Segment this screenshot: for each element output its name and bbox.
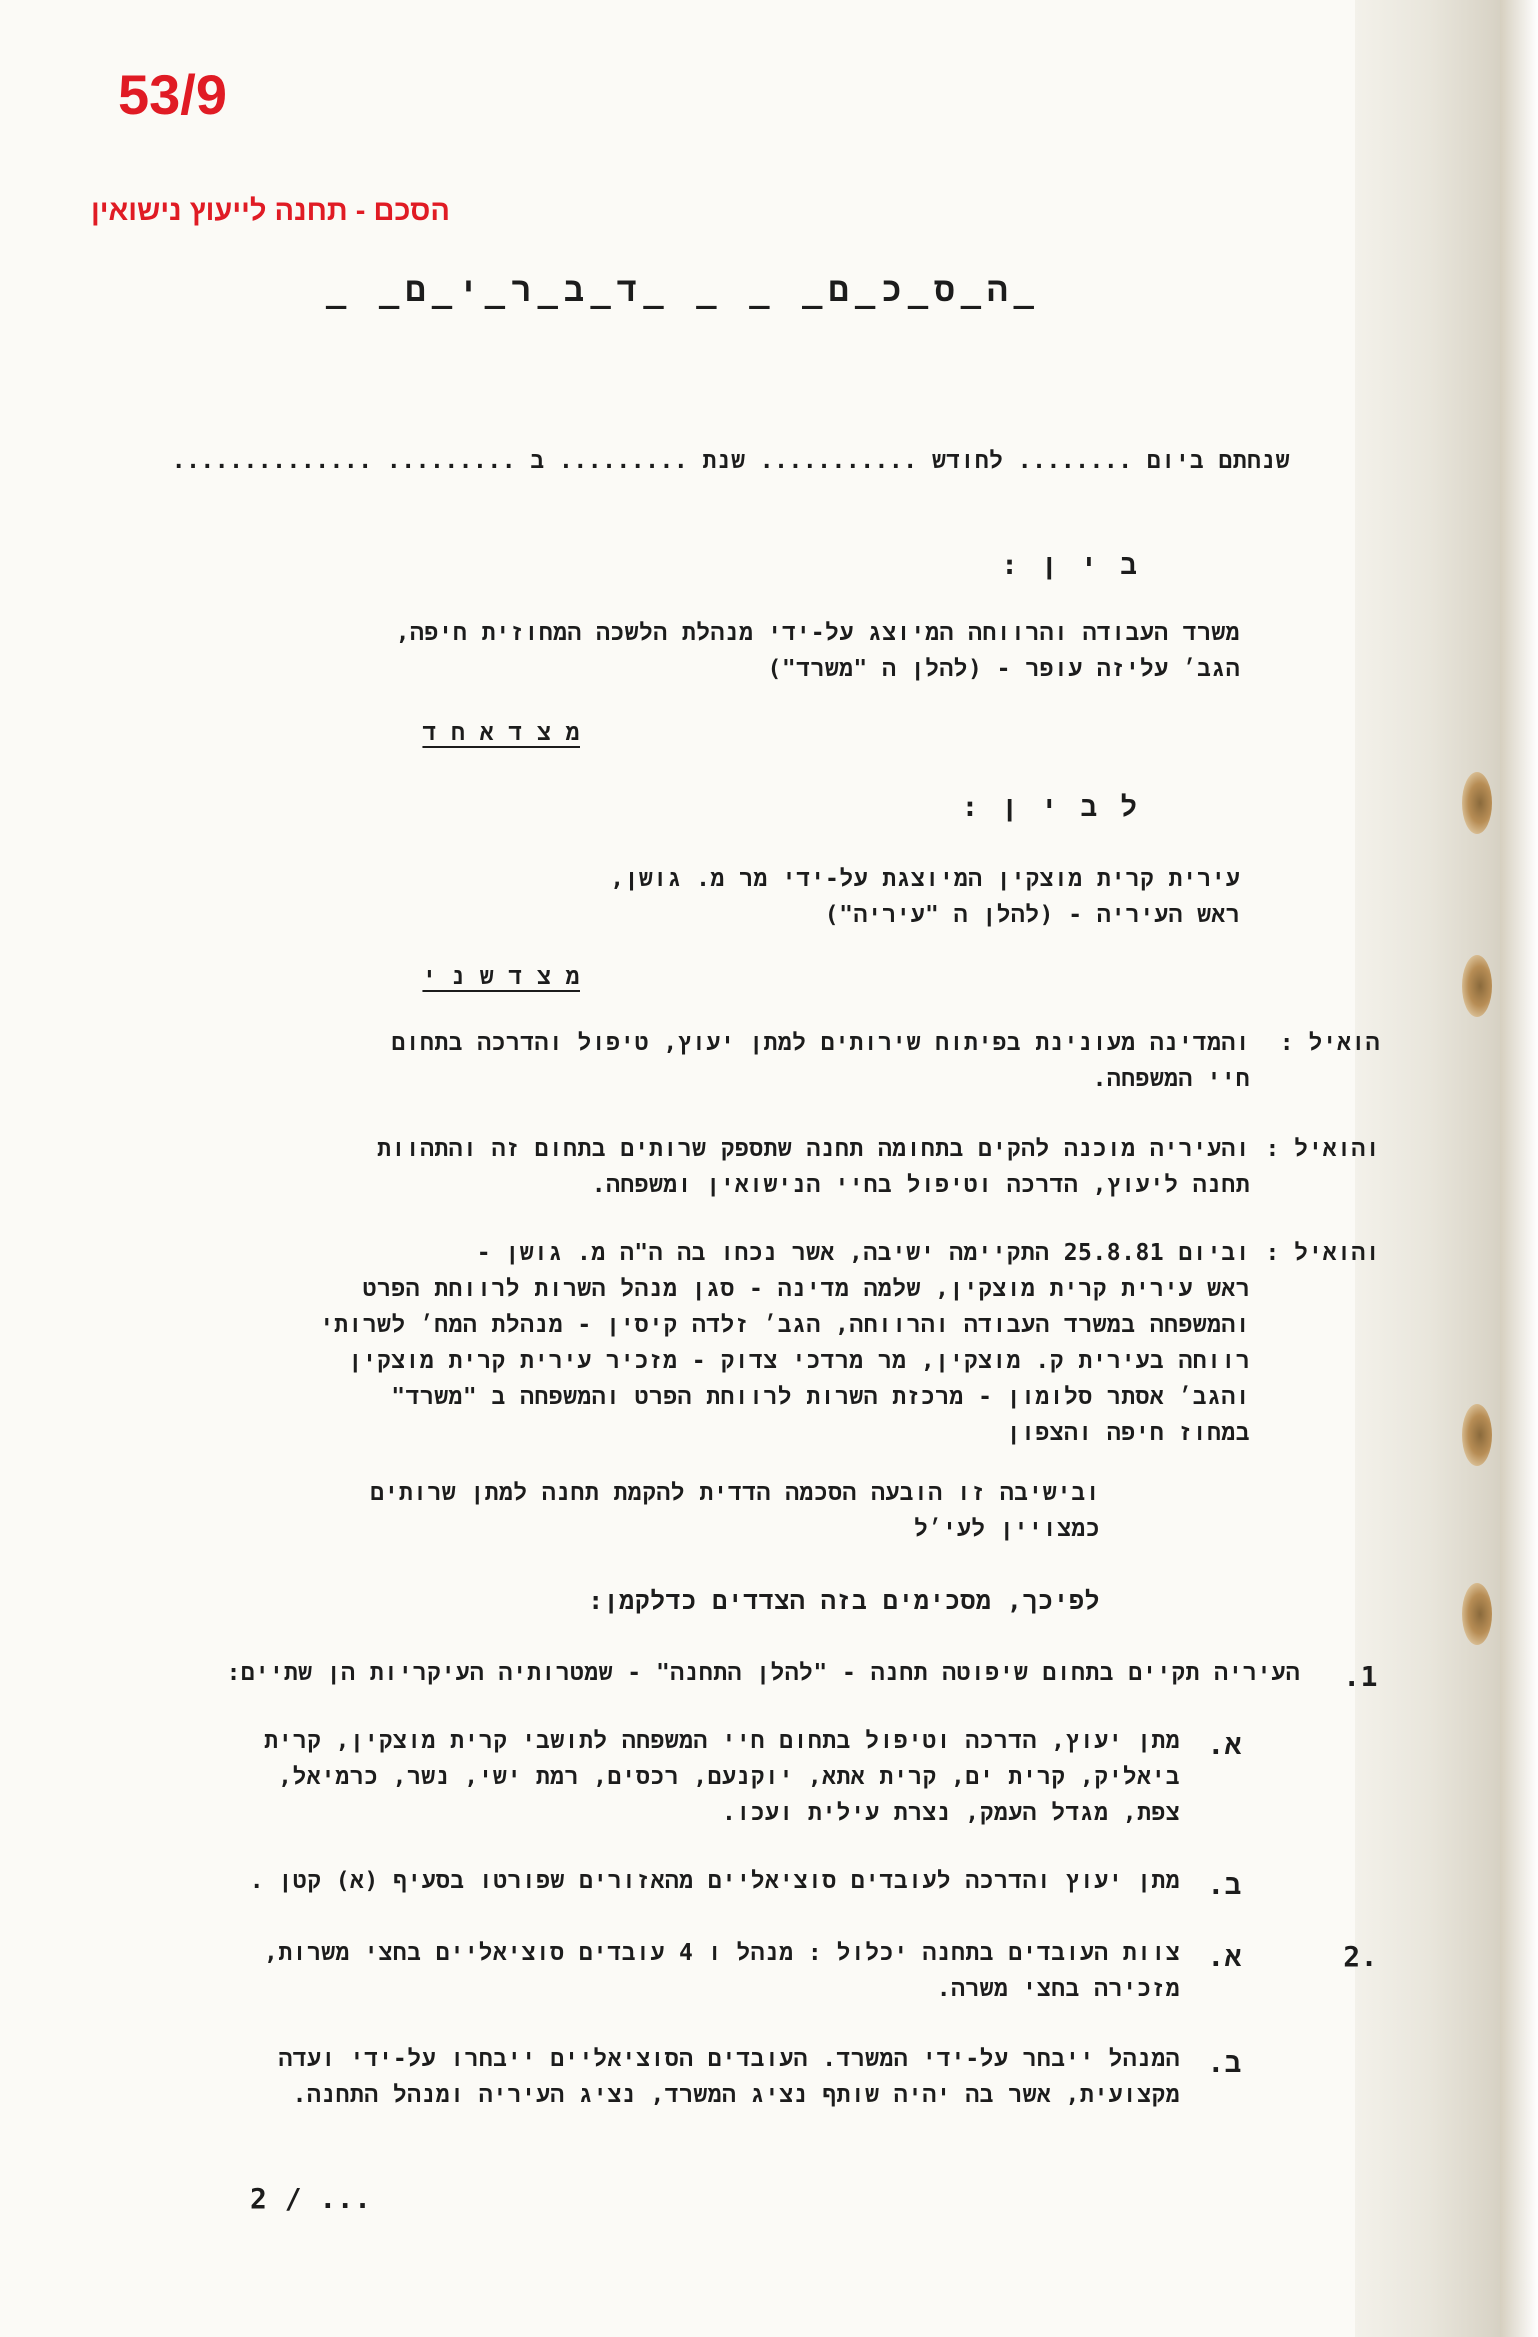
therefore-line: לפיכך, מסכימים בזה הצדדים כדלקמן:	[588, 1586, 1100, 1615]
subclause-line: מתן יעוץ, הדרכה וטיפול בתחום חיי המשפחה לתושבי קרית מוצקין, קרית	[264, 1728, 1180, 1754]
subclause-line: צוות העובדים בתחנה יכלול : מנהל ו 4 עובדים סוציאליים בחצי משרות,	[264, 1940, 1180, 1966]
whereas-line: ראש עירית קרית מוצקין, שלמה מדינה - סגן מנהל השרות לרווחת הפרט	[362, 1276, 1250, 1302]
whereas-line: במחוז חיפה והצפון	[1006, 1420, 1250, 1446]
party1-line2: הגב׳ עליזה עופר - (להלן ה "משרד")	[767, 656, 1240, 682]
subclause-line: מקצועית, אשר בה יהיה שותף נציג המשרד, נציג העיריה ומנהל התחנה.	[292, 2082, 1180, 2108]
and-between-heading: ל ב י ן :	[961, 790, 1140, 823]
subclause-line: צפת, מגדל העמק, נצרת עילית ועכו.	[721, 1800, 1180, 1826]
subclause-line: ביאליק, קרית ים, קרית אתא, יוקנעם, רכסים, רמת ישי, נשר, כרמיאל,	[278, 1764, 1180, 1790]
date-line: שנחתם ביום ........ לחודש ........... שנת ......... ב ......... ..............	[171, 448, 1290, 474]
whereas-label: והואיל :	[1265, 1240, 1380, 1266]
party2-side-label: מ צ ד ש נ י	[422, 964, 580, 990]
binder-hole	[1462, 772, 1492, 834]
whereas-line: רווחה בעירית ק. מוצקין, מר מרדכי צדוק - מזכיר עירית קרית מוצקין	[348, 1348, 1250, 1374]
subclause-line: המנהל ייבחר על-ידי המשרד. העובדים הסוציאליים ייבחרו על-ידי ועדה	[278, 2046, 1180, 2072]
page-edge	[1500, 0, 1538, 2337]
party1-line1: משרד העבודה והרווחה המיוצג על-ידי מנהלת הלשכה המחוזית חיפה,	[395, 620, 1240, 646]
binder-hole	[1462, 1404, 1492, 1466]
meeting-line: ובישיבה זו הובעה הסכמה הדדית להקמת תחנה למתן שרותים	[370, 1480, 1100, 1506]
between-heading: ב י ן :	[1001, 548, 1140, 581]
page-title: _ה_ס_כ_ם_ _ _ _ד_ב_ר_י_ם_ _	[325, 270, 1040, 310]
whereas-line: והגב׳ אסתר סלומון - מרכזת השרות לרווחת הפרט והמשפחה ב "משרד"	[391, 1384, 1250, 1410]
clause-number: 1.	[1343, 1660, 1378, 1693]
binder-hole	[1462, 955, 1492, 1017]
subclause-line: מזכירה בחצי משרה.	[936, 1976, 1180, 2002]
party2-line1: עירית קרית מוצקין המיוצגת על-ידי מר מ. גושן,	[610, 866, 1240, 892]
subclause-label: ב.	[1207, 1868, 1242, 1901]
subclause-label: א.	[1207, 1940, 1242, 1973]
meeting-line: כמצויין לעי׳ל	[914, 1516, 1100, 1542]
subclause-line: מתן יעוץ והדרכה לעובדים סוציאליים מהאזורים שפורטו בסעיף (א) קטן .	[249, 1868, 1180, 1894]
whereas-line: תחנה ליעוץ, הדרכה וטיפול בחיי הנישואין ומשפחה.	[591, 1172, 1250, 1198]
binder-hole	[1462, 1583, 1492, 1645]
next-page-reference: 2 / ...	[250, 2182, 372, 2215]
whereas-label: והואיל :	[1265, 1136, 1380, 1162]
whereas-line: והמשפחה במשרד העבודה והרווחה, הגב׳ זלדה קיסין - מנהלת המח׳ לשרותי	[319, 1312, 1250, 1338]
clause-number: .2	[1343, 1940, 1378, 1973]
subclause-label: א.	[1207, 1728, 1242, 1761]
document-subject: הסכם - תחנה לייעוץ נישואין	[91, 195, 450, 227]
whereas-label: הואיל :	[1279, 1030, 1380, 1056]
whereas-line: והעיריה מוכנה להקים בתחומה תחנה שתספק שרותים בתחום זה והתהוות	[377, 1136, 1250, 1162]
whereas-line: והמדינה מעונינת בפיתוח שירותים למתן יעוץ, טיפול והדרכה בתחום	[391, 1030, 1250, 1056]
party2-line2: ראש העיריה - (להלן ה "עיריה")	[824, 902, 1240, 928]
clause-text: העיריה תקיים בתחום שיפוטה תחנה - "להלן התחנה" - שמטרותיה העיקריות הן שתיים:	[226, 1660, 1300, 1686]
party1-side-label: מ צ ד א ח ד	[422, 720, 580, 746]
subclause-label: ב.	[1207, 2046, 1242, 2079]
whereas-line: חיי המשפחה.	[1092, 1066, 1250, 1092]
whereas-line: וביום 25.8.81 התקיימה ישיבה, אשר נכחו בה ה"ה מ. גושן -	[476, 1240, 1250, 1266]
document-number: 53/9	[118, 63, 227, 126]
